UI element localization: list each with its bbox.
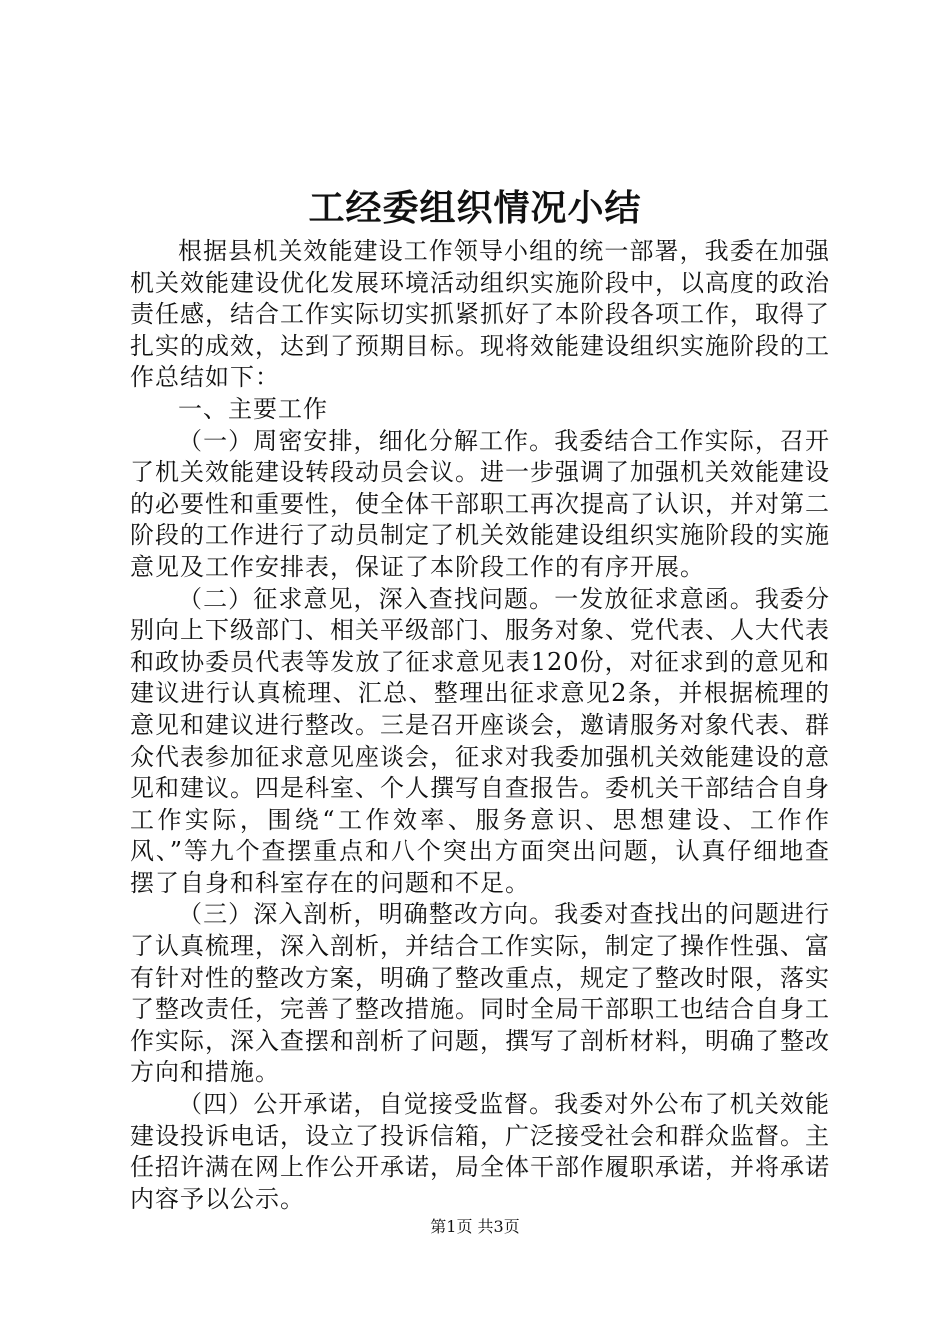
section-heading-main-work: 一、主要工作	[178, 394, 328, 423]
paragraph-item-4: （四）公开承诺，自觉接受监督。我委对外公布了机关效能建设投诉电话，设立了投诉信箱，广泛接受社会和群众监督。主任招许满在网上作公开承诺，局全体干部作履职承诺，并将承诺内容予以公示。	[130, 1090, 830, 1213]
document-title: 工经委组织情况小结	[308, 187, 642, 229]
paragraph-item-3: （三）深入剖析，明确整改方向。我委对查找出的问题进行了认真梳理，深入剖析，并结合工作实际，制定了操作性强、富有针对性的整改方案，明确了整改重点，规定了整改时限，落实了整改责任，完善了整改措施。同时全局干部职工也结合自身工作实际，深入查摆和剖析了问题，撰写了剖析材料，明确了整改方向和措施。	[130, 900, 830, 1087]
page-number-footer: 第1页 共3页	[430, 1217, 520, 1236]
document-body	[130, 236, 830, 1215]
paragraph-item-1: （一）周密安排，细化分解工作。我委结合工作实际，召开了机关效能建设转段动员会议。进一步强调了加强机关效能建设的必要性和重要性，使全体干部职工再次提高了认识，并对第二阶段的工作进行了动员制定了机关效能建设组织实施阶段的实施意见及工作安排表，保证了本阶段工作的有序开展。	[130, 426, 830, 581]
paragraph-intro: 根据县机关效能建设工作领导小组的统一部署，我委在加强机关效能建设优化发展环境活动组织实施阶段中，以高度的政治责任感，结合工作实际切实抓紧抓好了本阶段各项工作，取得了扎实的成效，达到了预期目标。现将效能建设组织实施阶段的工作总结如下：	[130, 237, 830, 392]
paragraph-item-2: （二）征求意见，深入查找问题。一发放征求意函。我委分别向上下级部门、相关平级部门、服务对象、党代表、人大代表和政协委员代表等发放了征求意见表120份，对征求到的意见和建议进行认真梳理、汇总、整理出征求意见2条，并根据梳理的意见和建议进行整改。三是召开座谈会，邀请服务对象代表、群众代表参加征求意见座谈会，征求对我委加强机关效能建设的意见和建议。四是科室、个人撰写自查报告。委机关干部结合自身工作实际，围绕“工作效率、服务意识、思想建设、工作作风、”等九个查摆重点和八个突出方面突出问题，认真仔细地查摆了自身和科室存在的问题和不足。	[130, 584, 830, 897]
